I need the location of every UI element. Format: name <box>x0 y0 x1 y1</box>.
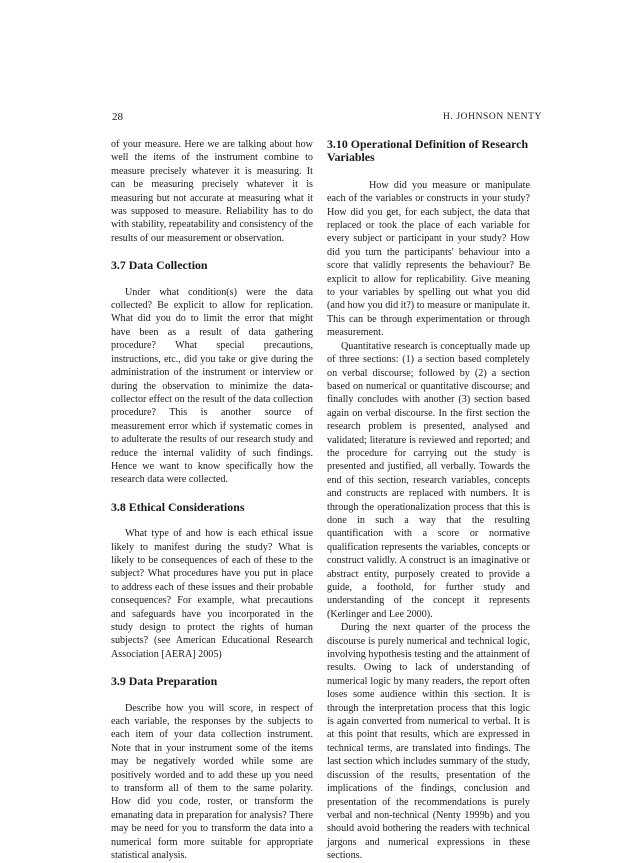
section-heading-3-10: 3.10 Operational Definition of Research Variables <box>327 137 529 165</box>
right-column <box>327 138 530 863</box>
section-paragraph-3-9: Describe how you will score, in respect of each variable, the responses by the subjects to each item of your data collection instrument. Note that in your instrument some of the items may be negatively worded while some are positively worded and to add these up you need to transform all of them to the same polarity. How did you code, roster, or transform the emanating data in preparation for analysis? There may be need for you to transform the data into a numerical form more suitable for appropriate statistical analysis. <box>111 702 313 862</box>
section-heading-3-7: 3.7 Data Collection <box>111 258 208 273</box>
section-heading-3-9: 3.9 Data Preparation <box>111 674 218 689</box>
section-paragraph-3-10-3: During the next quarter of the process the discourse is purely numerical and technical logic, involving hypothesis testing and the attainment of results. Owing to lack of understanding of numerical logic by many readers, the report often loses some audience within this section. It is through the interpretation process that this logic is again converted from numerical to verbal. It is at this point that results, which are expressed in technical terms, are translated into findings. The last section which includes summary of the study, discussion of the results, presentation of the implications of the findings, conclusion and presentation of the recommendations is purely verbal and non-technical (Nenty 1999b) and you should avoid bothering the readers with technical jargons and numerical expressions in these sections. <box>327 622 530 862</box>
page-number: 28 <box>112 111 123 123</box>
section-paragraph-3-8: What type of and how is each ethical issue likely to manifest during the study? What is likely to be consequences of each of these to the subject? What procedures have you put in place to address each of these issues and their probable consequences? For example, what precautions and safeguards have you incorporated in the study design to protect the rights of human subjects? (see American Educational Research Association [AERA] 2005) <box>111 528 313 660</box>
left-column <box>111 138 313 863</box>
section-paragraph-3-10-2: Quantitative research is conceptually made up of three sections: (1) a section based completely on verbal discourse; followed by (2) a section based on numerical or quantitative discourse; and finally concludes with another (3) section based again on verbal discourse. In the first section the research problem is presented, analysed and validated; literature is reviewed and reported; and the procedure for carrying out the study is presented and justified, all verbally. Towards the end of this section, research variables, concepts and constructs are replaced with numbers. It is through the operationalization process that this is done in such a way that the resulting quantification with a score or normative qualification represents the variables, concepts or construct validly. A construct is an imaginative or abstract entity, purposely created to provide a guide, a foothold, for further study and understanding of the concept it represents (Kerlinger and Lee 2000). <box>327 340 530 620</box>
section-heading-3-8: 3.8 Ethical Considerations <box>111 499 245 514</box>
intro-paragraph: of your measure. Here we are talking about how well the items of the instrument combine to measure precisely whatever it is measuring. It can be measuring precisely whatever it is measuring but not accurate at measuring what it was supposed to measure. Reliability has to do with stability, repeatability and consistency of the results of our measurement or observation. <box>111 139 313 244</box>
section-paragraph-3-10-1: How did you measure or manipulate each of the variables or constructs in your study? How did you get, for each subject, the data that replaced or took the place of each variable for every subject or participant in your study? How did you turn the participants' behaviour into a score that validly represents the behaviour? Be explicit to allow for replicability. Give meaning to your variables by spelling out what you did (and how you did it?) to measure or manipulate it. This can be through experimentation or through measurement. <box>327 179 531 339</box>
running-head: H. JOHNSON NENTY <box>442 112 542 122</box>
section-paragraph-3-7: Under what condition(s) were the data collected? Be explicit to allow for replication. What did you do to limit the error that might have been as a result of data gathering procedure? What special precautions, instructions, etc., did you take or give during the administration of the instrument or interview or during the observation to minimize the data-collector effect on the result of the data collection procedure? This is another source of measurement error which if systematic comes in to adulterate the results of our research study and reduce the internal validity of such findings. Hence we want to know specifically how the research data were collected. <box>111 286 313 486</box>
